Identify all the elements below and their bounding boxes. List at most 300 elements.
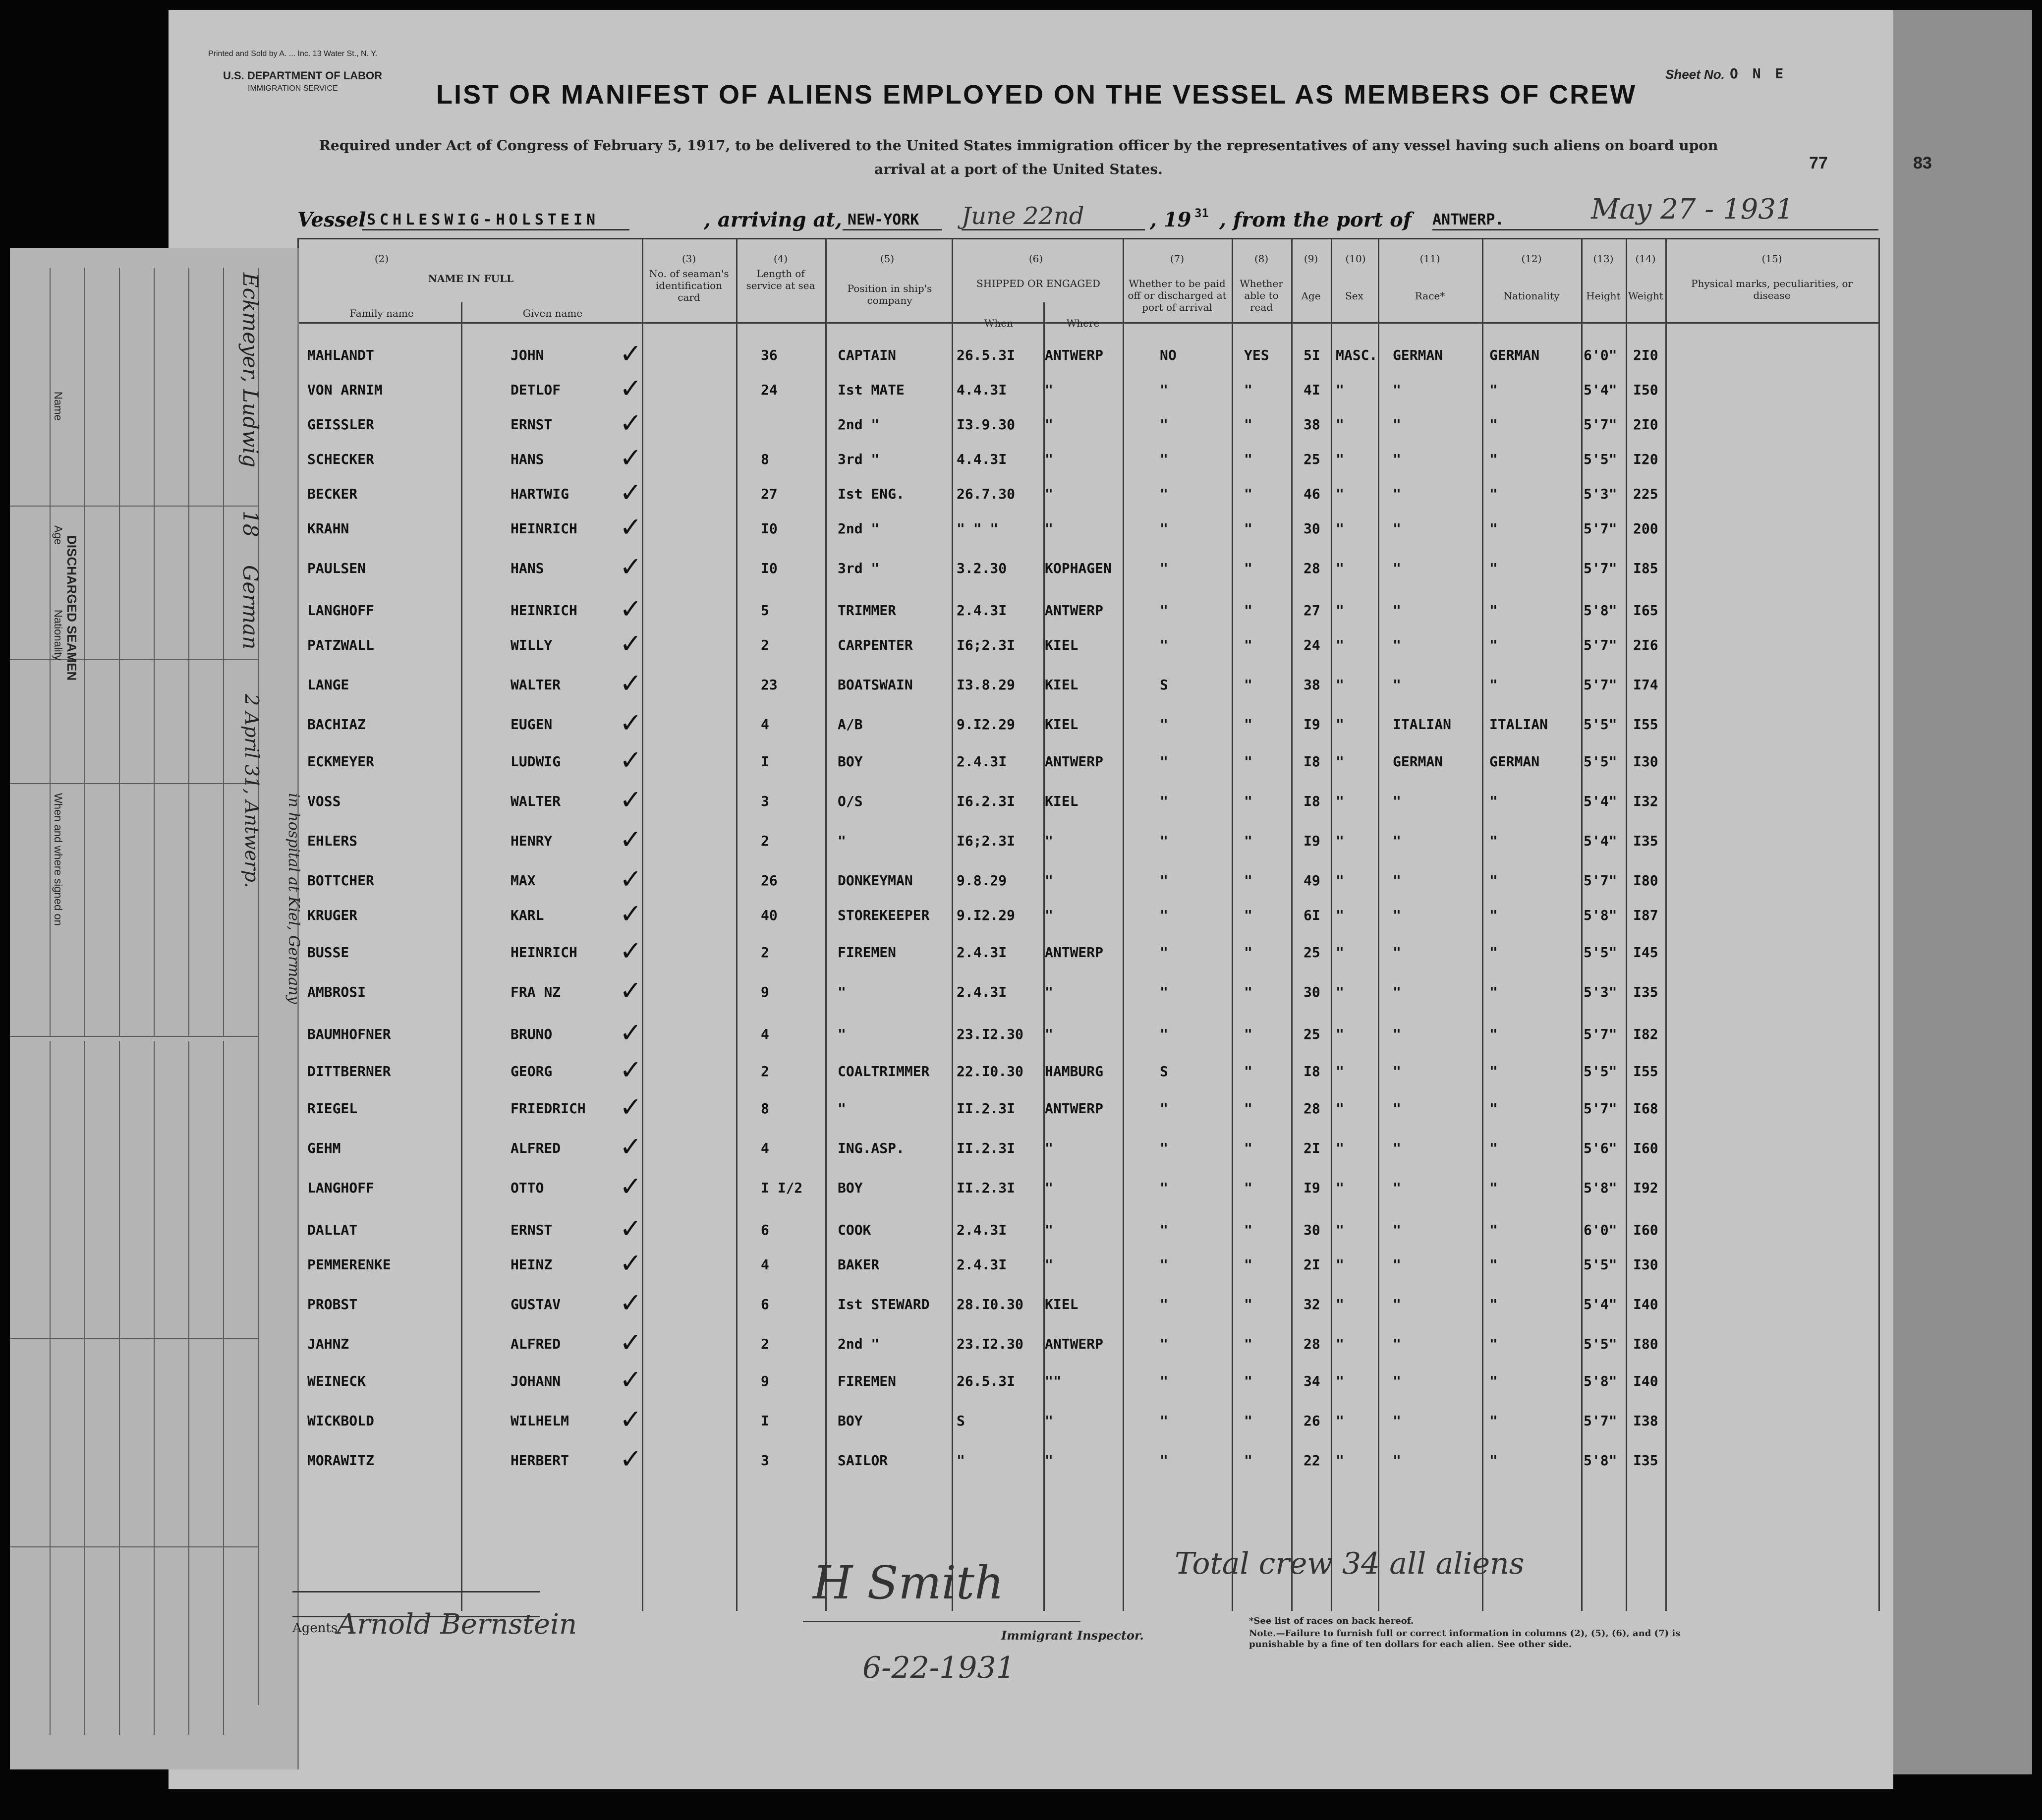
- cell-given: JOHANN: [510, 1373, 561, 1389]
- cell-read: ": [1244, 833, 1252, 849]
- cell-family: LANGE: [307, 677, 349, 693]
- cell-position: 2nd ": [838, 416, 880, 433]
- cell-where: KIEL: [1045, 716, 1078, 733]
- cell-service: I: [761, 1413, 769, 1429]
- cell-age: 2I: [1304, 1140, 1320, 1156]
- cell-family: PEMMERENKE: [307, 1256, 391, 1273]
- cell-nat: ": [1489, 1413, 1498, 1429]
- cell-family: RIEGEL: [307, 1100, 358, 1117]
- cell-weight: I30: [1633, 753, 1658, 770]
- agents-line-1: [292, 1591, 540, 1592]
- cell-read: ": [1244, 907, 1252, 923]
- cell-nat: ": [1489, 1063, 1498, 1080]
- cell-age: 26: [1304, 1413, 1320, 1429]
- cell-race: ": [1393, 1180, 1401, 1196]
- cell-when: 4.4.3I: [957, 382, 1007, 398]
- cell-nat: GERMAN: [1489, 347, 1540, 363]
- cell-weight: I80: [1633, 1336, 1658, 1352]
- cell-nat: ": [1489, 1256, 1498, 1273]
- cell-weight: I45: [1633, 944, 1658, 961]
- cell-when: 2.4.3I: [957, 984, 1007, 1000]
- cell-when: 2.4.3I: [957, 602, 1007, 619]
- cell-when: 2.4.3I: [957, 753, 1007, 770]
- departure-date: May 27 - 1931: [1591, 193, 1794, 226]
- cell-nat: ": [1489, 1026, 1498, 1042]
- cell-weight: I55: [1633, 716, 1658, 733]
- cell-sex: ": [1336, 1026, 1344, 1042]
- check-mark: ✓: [620, 1287, 642, 1318]
- cell-race: ": [1393, 1256, 1401, 1273]
- check-mark: ✓: [620, 975, 642, 1006]
- cell-read: ": [1244, 602, 1252, 619]
- cell-position: COOK: [838, 1222, 871, 1238]
- cell-position: COALTRIMMER: [838, 1063, 930, 1080]
- table-row: [297, 551, 1878, 585]
- check-mark: ✓: [620, 373, 642, 404]
- cell-position: 2nd ": [838, 1336, 880, 1352]
- cell-given: KARL: [510, 907, 544, 923]
- cell-paid: ": [1160, 944, 1168, 961]
- cell-position: ": [838, 1100, 846, 1117]
- margin-number-83: 83: [1913, 154, 1932, 172]
- cell-height: 5'8": [1584, 907, 1617, 923]
- table-row: [297, 477, 1878, 511]
- flap-rule: [258, 268, 259, 1705]
- check-mark: ✓: [620, 442, 642, 473]
- cell-weight: I20: [1633, 451, 1658, 467]
- cell-service: 36: [761, 347, 778, 363]
- cell-sex: ": [1336, 872, 1344, 889]
- table-row: [297, 744, 1878, 778]
- cell-family: LANGHOFF: [307, 1180, 374, 1196]
- cell-race: ": [1393, 944, 1401, 961]
- cell-sex: ": [1336, 1180, 1344, 1196]
- cell-paid: ": [1160, 984, 1168, 1000]
- cell-where: ": [1045, 1452, 1053, 1469]
- cell-weight: I60: [1633, 1140, 1658, 1156]
- cell-position: BOY: [838, 1180, 863, 1196]
- race-note: *See list of races on back hereof.: [1249, 1616, 1414, 1626]
- cell-where: ": [1045, 520, 1053, 537]
- cell-nat: ITALIAN: [1489, 716, 1548, 733]
- cell-where: ANTWERP: [1045, 1100, 1104, 1117]
- cell-service: 4: [761, 1140, 769, 1156]
- penalty-note: Note.—Failure to furnish full or correct information in columns (2), (5), (6), and (7) is punishable by a fine of ten dollars for each alien. See other side.: [1249, 1628, 1681, 1649]
- cell-position: CARPENTER: [838, 637, 913, 653]
- col-number: (6): [1028, 253, 1043, 265]
- cell-family: BACHIAZ: [307, 716, 366, 733]
- table-row: [297, 707, 1878, 741]
- check-mark: ✓: [620, 863, 642, 895]
- cell-where: ": [1045, 416, 1053, 433]
- cell-nat: ": [1489, 1222, 1498, 1238]
- cell-age: I8: [1304, 1063, 1320, 1080]
- cell-race: ": [1393, 451, 1401, 467]
- cell-nat: ": [1489, 382, 1498, 398]
- cell-height: 5'4": [1584, 382, 1617, 398]
- cell-race: ": [1393, 560, 1401, 576]
- check-mark: ✓: [620, 512, 642, 543]
- agents-signature: Arnold Bernstein: [337, 1608, 577, 1641]
- cell-given: BRUNO: [510, 1026, 553, 1042]
- cell-family: WEINECK: [307, 1373, 366, 1389]
- cell-age: 38: [1304, 677, 1320, 693]
- flap-rule: [10, 1036, 258, 1037]
- cell-read: ": [1244, 793, 1252, 809]
- cell-position: BAKER: [838, 1256, 880, 1273]
- cell-family: GEISSLER: [307, 416, 374, 433]
- cell-family: PROBST: [307, 1296, 358, 1312]
- cell-height: 5'4": [1584, 793, 1617, 809]
- department-label: U.S. DEPARTMENT OF LABOR: [223, 69, 383, 82]
- cell-race: ": [1393, 872, 1401, 889]
- cell-nat: ": [1489, 1100, 1498, 1117]
- inspector-signature: H Smith: [813, 1556, 1004, 1609]
- col-number: (14): [1635, 253, 1656, 265]
- cell-sex: ": [1336, 1296, 1344, 1312]
- cell-where: ": [1045, 1180, 1053, 1196]
- cell-race: GERMAN: [1393, 753, 1443, 770]
- cell-race: ": [1393, 793, 1401, 809]
- check-mark: ✓: [620, 668, 642, 699]
- table-row: [297, 1404, 1878, 1437]
- cell-age: 25: [1304, 944, 1320, 961]
- cell-height: 5'7": [1584, 677, 1617, 693]
- year-suffix: 31: [1194, 206, 1209, 220]
- cell-given: JOHN: [510, 347, 544, 363]
- cell-position: O/S: [838, 793, 863, 809]
- col-header-id-card: No. of seaman's identification card: [649, 268, 729, 303]
- table-row: [297, 898, 1878, 932]
- col-line: [1878, 238, 1880, 1611]
- flap-rule: [84, 1041, 85, 1735]
- cell-paid: NO: [1160, 347, 1177, 363]
- cell-family: BECKER: [307, 486, 358, 502]
- cell-race: ITALIAN: [1393, 716, 1452, 733]
- cell-service: 24: [761, 382, 778, 398]
- cell-position: ": [838, 833, 846, 849]
- cell-height: 5'5": [1584, 1256, 1617, 1273]
- cell-sex: ": [1336, 602, 1344, 619]
- cell-nat: ": [1489, 677, 1498, 693]
- cell-nat: ": [1489, 872, 1498, 889]
- cell-when: 2.4.3I: [957, 944, 1007, 961]
- table-row: [297, 1248, 1878, 1281]
- cell-height: 5'8": [1584, 1180, 1617, 1196]
- cell-weight: 200: [1633, 520, 1658, 537]
- flap-rule: [10, 659, 258, 660]
- cell-race: ": [1393, 1373, 1401, 1389]
- cell-when: 26.5.3I: [957, 1373, 1016, 1389]
- cell-family: MORAWITZ: [307, 1452, 374, 1469]
- cell-race: ": [1393, 677, 1401, 693]
- col-header-family: Family name: [349, 307, 414, 319]
- inspector-label: Immigrant Inspector.: [1001, 1628, 1144, 1643]
- cell-read: ": [1244, 486, 1252, 502]
- cell-height: 5'7": [1584, 872, 1617, 889]
- cell-height: 5'4": [1584, 1296, 1617, 1312]
- cell-position: 3rd ": [838, 451, 880, 467]
- cell-paid: ": [1160, 416, 1168, 433]
- cell-race: ": [1393, 382, 1401, 398]
- cell-height: 5'8": [1584, 1373, 1617, 1389]
- check-mark: ✓: [620, 551, 642, 582]
- cell-when: II.2.3I: [957, 1180, 1016, 1196]
- flap-rule: [154, 1041, 155, 1735]
- cell-service: 2: [761, 1063, 769, 1080]
- cell-weight: I65: [1633, 602, 1658, 619]
- table-top-line: [297, 238, 1878, 239]
- cell-service: 2: [761, 1336, 769, 1352]
- cell-position: ": [838, 984, 846, 1000]
- cell-when: II.2.3I: [957, 1100, 1016, 1117]
- check-mark: ✓: [620, 1213, 642, 1244]
- cell-read: ": [1244, 753, 1252, 770]
- table-row: [297, 824, 1878, 857]
- cell-family: PAULSEN: [307, 560, 366, 576]
- cell-position: ": [838, 1026, 846, 1042]
- cell-nat: ": [1489, 451, 1498, 467]
- cell-given: HEINRICH: [510, 520, 577, 537]
- cell-where: ": [1045, 833, 1053, 849]
- flap-rule: [10, 783, 258, 784]
- arriving-label: , arriving at,: [704, 208, 842, 231]
- cell-given: HANS: [510, 451, 544, 467]
- cell-position: Ist ENG.: [838, 486, 905, 502]
- col-header-name: NAME IN FULL: [428, 273, 514, 284]
- cell-when: I3.9.30: [957, 416, 1016, 433]
- cell-age: 30: [1304, 984, 1320, 1000]
- flap-rule: [188, 268, 189, 1036]
- cell-service: 8: [761, 1100, 769, 1117]
- cell-read: ": [1244, 416, 1252, 433]
- cell-family: BAUMHOFNER: [307, 1026, 391, 1042]
- flap-rule: [223, 268, 224, 1036]
- cell-when: 28.I0.30: [957, 1296, 1023, 1312]
- cell-paid: ": [1160, 1373, 1168, 1389]
- check-mark: ✓: [620, 1131, 642, 1162]
- check-mark: ✓: [620, 744, 642, 776]
- cell-paid: ": [1160, 753, 1168, 770]
- cell-where: KIEL: [1045, 1296, 1078, 1312]
- cell-service: 6: [761, 1296, 769, 1312]
- check-mark: ✓: [620, 784, 642, 815]
- cell-service: 9: [761, 984, 769, 1000]
- cell-given: HEINZ: [510, 1256, 553, 1273]
- cell-family: BUSSE: [307, 944, 349, 961]
- cell-height: 5'7": [1584, 1413, 1617, 1429]
- cell-when: 2.4.3I: [957, 1222, 1007, 1238]
- cell-age: 32: [1304, 1296, 1320, 1312]
- cell-age: 24: [1304, 637, 1320, 653]
- cell-height: 5'5": [1584, 716, 1617, 733]
- cell-race: ": [1393, 833, 1401, 849]
- cell-given: WILHELM: [510, 1413, 569, 1429]
- cell-age: 25: [1304, 1026, 1320, 1042]
- table-row: [297, 1443, 1878, 1477]
- cell-nat: ": [1489, 907, 1498, 923]
- cell-age: 22: [1304, 1452, 1320, 1469]
- cell-age: 28: [1304, 1336, 1320, 1352]
- table-row: [297, 1017, 1878, 1051]
- cell-when: I6.2.3I: [957, 793, 1016, 809]
- col-number: (10): [1345, 253, 1366, 265]
- cell-weight: I80: [1633, 872, 1658, 889]
- cell-when: 3.2.30: [957, 560, 1007, 576]
- cell-when: 23.I2.30: [957, 1336, 1023, 1352]
- cell-family: BOTTCHER: [307, 872, 374, 889]
- cell-where: ": [1045, 486, 1053, 502]
- date-underline: [962, 229, 1145, 230]
- cell-nat: ": [1489, 560, 1498, 576]
- table-row: [297, 784, 1878, 818]
- cell-family: KRUGER: [307, 907, 358, 923]
- cell-family: AMBROSI: [307, 984, 366, 1000]
- cell-where: "": [1045, 1373, 1062, 1389]
- cell-nat: ": [1489, 793, 1498, 809]
- cell-when: " " ": [957, 520, 999, 537]
- cell-service: 6: [761, 1222, 769, 1238]
- flap-rule: [10, 1546, 258, 1547]
- cell-sex: ": [1336, 1256, 1344, 1273]
- cell-paid: ": [1160, 1222, 1168, 1238]
- cell-weight: I60: [1633, 1222, 1658, 1238]
- cell-sex: ": [1336, 1100, 1344, 1117]
- flap-hand-when: 2 April 31, Antwerp.: [241, 694, 263, 888]
- cell-weight: I92: [1633, 1180, 1658, 1196]
- cell-nat: ": [1489, 1296, 1498, 1312]
- cell-when: 4.4.3I: [957, 451, 1007, 467]
- col-number: (7): [1170, 253, 1185, 265]
- cell-height: 5'4": [1584, 833, 1617, 849]
- cell-read: ": [1244, 1452, 1252, 1469]
- cell-given: WILLY: [510, 637, 553, 653]
- cell-position: DONKEYMAN: [838, 872, 913, 889]
- check-mark: ✓: [620, 1443, 642, 1475]
- cell-family: MAHLANDT: [307, 347, 374, 363]
- cell-paid: ": [1160, 382, 1168, 398]
- cell-read: ": [1244, 520, 1252, 537]
- table-row: [297, 863, 1878, 897]
- cell-weight: I68: [1633, 1100, 1658, 1117]
- cell-paid: ": [1160, 1336, 1168, 1352]
- col-number: (15): [1761, 253, 1782, 265]
- check-mark: ✓: [620, 1327, 642, 1358]
- cell-weight: I38: [1633, 1413, 1658, 1429]
- cell-age: 30: [1304, 1222, 1320, 1238]
- table-row: [297, 338, 1878, 372]
- table-row: [297, 1054, 1878, 1088]
- table-row: [297, 935, 1878, 969]
- cell-sex: ": [1336, 753, 1344, 770]
- cell-weight: I32: [1633, 793, 1658, 809]
- cell-height: 5'5": [1584, 753, 1617, 770]
- check-mark: ✓: [620, 1054, 642, 1085]
- cell-service: 2: [761, 944, 769, 961]
- cell-race: ": [1393, 486, 1401, 502]
- cell-given: HERBERT: [510, 1452, 569, 1469]
- cell-paid: ": [1160, 637, 1168, 653]
- cell-weight: I35: [1633, 1452, 1658, 1469]
- from-port: ANTWERP.: [1432, 211, 1504, 228]
- cell-weight: 225: [1633, 486, 1658, 502]
- cell-read: ": [1244, 1336, 1252, 1352]
- cell-family: KRAHN: [307, 520, 349, 537]
- cell-position: FIREMEN: [838, 1373, 897, 1389]
- year-prefix: , 19: [1150, 208, 1191, 231]
- col-header-physical: Physical marks, peculiarities, or disease: [1691, 278, 1853, 301]
- cell-paid: ": [1160, 1413, 1168, 1429]
- flap-rule: [119, 1041, 120, 1735]
- cell-where: ": [1045, 872, 1053, 889]
- flap-rule: [50, 268, 51, 1036]
- cell-read: ": [1244, 1222, 1252, 1238]
- cell-sex: ": [1336, 1140, 1344, 1156]
- flap-col-nationality: Nationality: [52, 610, 64, 661]
- cell-given: DETLOF: [510, 382, 561, 398]
- cell-where: ": [1045, 1140, 1053, 1156]
- agents-label: Agents: [292, 1621, 338, 1636]
- cell-given: OTTO: [510, 1180, 544, 1196]
- cell-paid: ": [1160, 1140, 1168, 1156]
- cell-when: S: [957, 1413, 965, 1429]
- cell-paid: ": [1160, 1100, 1168, 1117]
- table-row: [297, 1091, 1878, 1125]
- cell-position: BOY: [838, 1413, 863, 1429]
- cell-service: 8: [761, 451, 769, 467]
- cell-read: ": [1244, 451, 1252, 467]
- cell-where: ": [1045, 984, 1053, 1000]
- cell-age: 2I: [1304, 1256, 1320, 1273]
- cell-weight: I50: [1633, 382, 1658, 398]
- arrival-date: June 22nd: [962, 202, 1084, 230]
- cell-service: 3: [761, 793, 769, 809]
- cell-race: ": [1393, 637, 1401, 653]
- cell-height: 5'8": [1584, 602, 1617, 619]
- cell-nat: ": [1489, 1180, 1498, 1196]
- cell-height: 5'7": [1584, 560, 1617, 576]
- cell-position: A/B: [838, 716, 863, 733]
- cell-race: ": [1393, 1222, 1401, 1238]
- cell-where: ": [1045, 382, 1053, 398]
- check-mark: ✓: [620, 477, 642, 508]
- cell-where: KIEL: [1045, 793, 1078, 809]
- cell-given: ERNST: [510, 416, 553, 433]
- cell-sex: ": [1336, 451, 1344, 467]
- flap-rule: [188, 1041, 189, 1735]
- requirement-text: Required under Act of Congress of February 5, 1917, to be delivered to the United States immigration officer by the representatives of any vessel having such aliens on board upon arrival at a port of the United States.: [319, 137, 1718, 177]
- cell-family: EHLERS: [307, 833, 358, 849]
- col-number: (8): [1254, 253, 1269, 265]
- cell-sex: ": [1336, 1222, 1344, 1238]
- col-header-sex: Sex: [1345, 290, 1363, 302]
- cell-given: FRA NZ: [510, 984, 561, 1000]
- cell-sex: ": [1336, 416, 1344, 433]
- col-header-paid-off: Whether to be paid off or discharged at port of arrival: [1128, 278, 1227, 313]
- col-header-when: When: [984, 317, 1014, 329]
- cell-given: HEINRICH: [510, 602, 577, 619]
- cell-when: 9.8.29: [957, 872, 1007, 889]
- cell-age: 49: [1304, 872, 1320, 889]
- cell-read: ": [1244, 1140, 1252, 1156]
- table-row: [297, 975, 1878, 1009]
- cell-service: 3: [761, 1452, 769, 1469]
- check-mark: ✓: [620, 1364, 642, 1395]
- cell-sex: ": [1336, 1413, 1344, 1429]
- cell-given: HENRY: [510, 833, 553, 849]
- flap-hand-age: 18: [238, 511, 263, 537]
- cell-race: ": [1393, 416, 1401, 433]
